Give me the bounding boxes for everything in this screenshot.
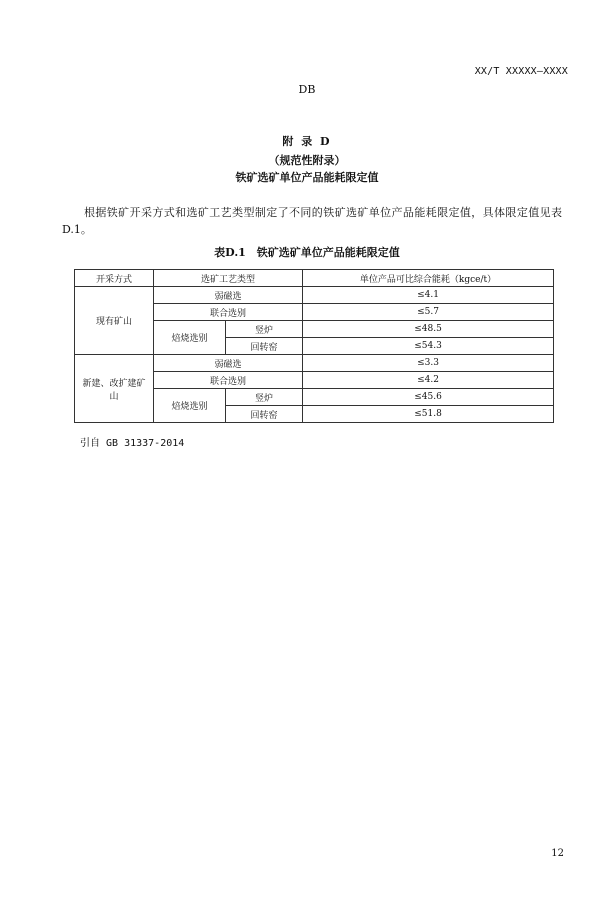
- value-cell: ≤4.1: [303, 287, 554, 304]
- value-cell: ≤3.3: [303, 355, 554, 372]
- mining-method-cell: 新建、改扩建矿山: [75, 355, 154, 423]
- appendix-heading: 铁矿选矿单位产品能耗限定值: [235, 171, 379, 184]
- appendix-subtitle: （规范性附录）: [268, 154, 346, 167]
- process-cell: 竖炉: [226, 389, 303, 406]
- value-cell: ≤48.5: [303, 321, 554, 338]
- process-cell: 联合选别: [154, 372, 303, 389]
- mining-method-cell: 现有矿山: [75, 287, 154, 355]
- energy-limits-table: [74, 269, 554, 423]
- value-cell: ≤45.6: [303, 389, 554, 406]
- page-number: 12: [551, 848, 564, 859]
- source-note: 引自 GB 31337-2014: [80, 438, 185, 449]
- value-cell: ≤4.2: [303, 372, 554, 389]
- header-process-type: 选矿工艺类型: [154, 270, 303, 287]
- value-cell: ≤54.3: [303, 338, 554, 355]
- process-cell: 联合选别: [154, 304, 303, 321]
- table-header-row: [75, 270, 554, 287]
- process-cell: 回转窑: [226, 338, 303, 355]
- appendix-title: 附 录 D: [282, 135, 332, 148]
- roasting-group-cell: 焙烧选别: [154, 321, 226, 355]
- document-code: XX/T XXXXX—XXXX: [474, 66, 568, 77]
- header-energy-consumption: 单位产品可比综合能耗（kgce/t）: [303, 270, 554, 287]
- process-cell: 弱磁选: [154, 287, 303, 304]
- value-cell: ≤5.7: [303, 304, 554, 321]
- table-row: [75, 355, 554, 372]
- table-caption: 表D.1 铁矿选矿单位产品能耗限定值: [214, 246, 400, 259]
- header-mining-method: 开采方式: [75, 270, 154, 287]
- db-mark: DB: [298, 83, 316, 96]
- process-cell: 弱磁选: [154, 355, 303, 372]
- process-cell: 竖炉: [226, 321, 303, 338]
- value-cell: ≤51.8: [303, 406, 554, 423]
- roasting-group-cell: 焙烧选别: [154, 389, 226, 423]
- process-cell: 回转窑: [226, 406, 303, 423]
- body-paragraph: 根据铁矿开采方式和选矿工艺类型制定了不同的铁矿选矿单位产品能耗限定值，具体限定值见表D.1。: [62, 206, 562, 236]
- table-row: [75, 287, 554, 304]
